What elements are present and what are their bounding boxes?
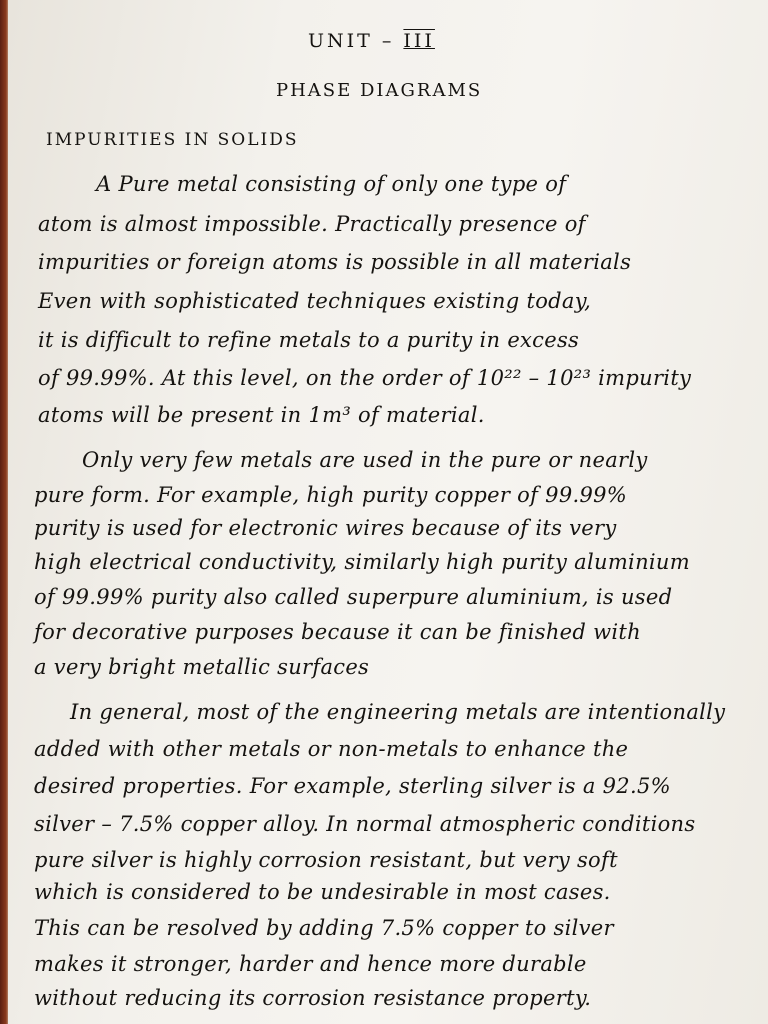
paragraph-line: pure form. For example, high purity copper of 99.99% <box>34 483 628 507</box>
unit-number: III <box>403 30 435 52</box>
paragraph-line: makes it stronger, harder and hence more durable <box>34 952 587 976</box>
paragraph-line: silver – 7.5% copper alloy. In normal atmospheric conditions <box>34 812 696 836</box>
paragraph-line: without reducing its corrosion resistance property. <box>34 986 592 1010</box>
paragraph-line: Only very few metals are used in the pure or nearly <box>82 448 648 472</box>
paragraph-line: which is considered to be undesirable in most cases. <box>34 880 611 904</box>
paragraph-line: added with other metals or non-metals to enhance the <box>34 737 629 761</box>
unit-label: UNIT – <box>308 30 404 52</box>
notebook-page <box>8 0 768 1024</box>
paragraph-line: In general, most of the engineering metals are intentionally <box>70 700 726 724</box>
paragraph-line: a very bright metallic surfaces <box>34 655 370 679</box>
paragraph-line: impurities or foreign atoms is possible in all materials <box>38 250 632 274</box>
paragraph-line: This can be resolved by adding 7.5% copper to silver <box>34 916 614 940</box>
paragraph-line: purity is used for electronic wires because of its very <box>34 516 617 540</box>
paragraph-line: of 99.99% purity also called superpure aluminium, is used <box>34 585 673 609</box>
chapter-title: PHASE DIAGRAMS <box>276 80 483 101</box>
paragraph-line: desired properties. For example, sterling silver is a 92.5% <box>34 774 671 798</box>
paragraph-line: A Pure metal consisting of only one type of <box>96 172 567 196</box>
paragraph-line: it is difficult to refine metals to a purity in excess <box>38 328 580 352</box>
paragraph-line: of 99.99%. At this level, on the order of 10²² – 10²³ impurity <box>38 366 692 390</box>
section-title: IMPURITIES IN SOLIDS <box>46 130 299 150</box>
paragraph-line: atoms will be present in 1m³ of material. <box>38 403 485 427</box>
paragraph-line: Even with sophisticated techniques existing today, <box>38 289 592 313</box>
paragraph-line: high electrical conductivity, similarly high purity aluminium <box>34 550 690 574</box>
paragraph-line: for decorative purposes because it can be finished with <box>34 620 641 644</box>
unit-title <box>308 30 435 52</box>
paragraph-line: atom is almost impossible. Practically presence of <box>38 212 586 236</box>
paragraph-line: pure silver is highly corrosion resistant, but very soft <box>34 848 618 872</box>
